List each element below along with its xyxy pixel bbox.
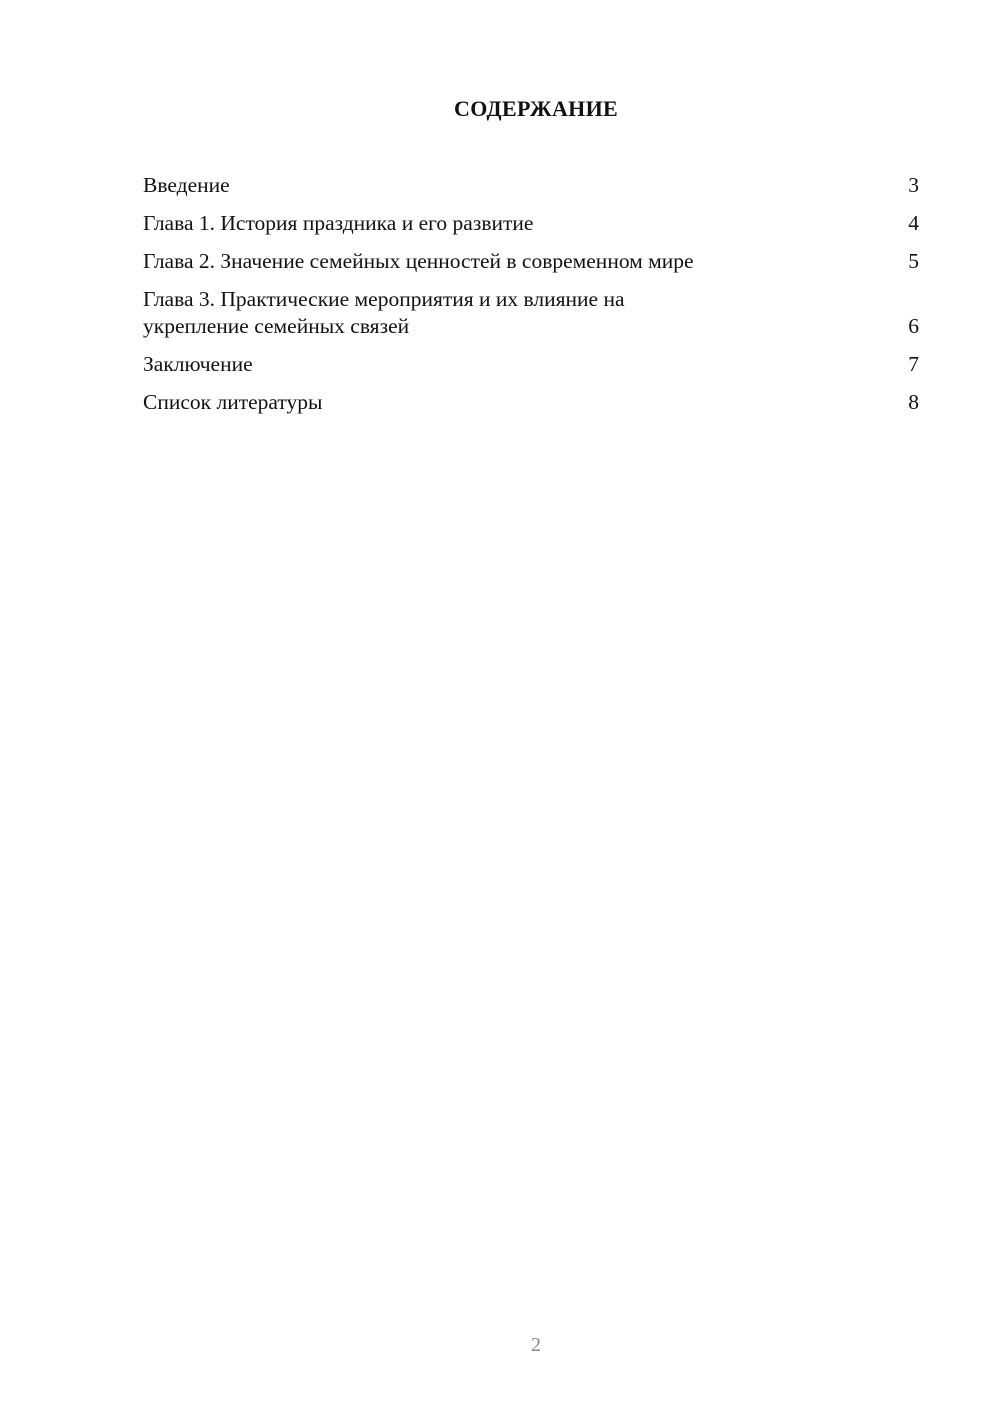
page-number: 2 [531, 1334, 541, 1356]
toc-entry-chapter-2[interactable] [143, 248, 919, 275]
toc-entry-introduction[interactable] [143, 172, 919, 199]
toc-title: СОДЕРЖАНИЕ [454, 96, 618, 121]
toc-entry-page: 7 [908, 352, 919, 376]
toc-entry-page: 4 [908, 211, 919, 235]
toc-entry-bibliography[interactable] [143, 389, 919, 416]
toc-entry-chapter-1[interactable] [143, 210, 919, 237]
toc-entry-label: Заключение [143, 352, 253, 376]
toc-entry-chapter-3[interactable] [143, 286, 919, 340]
toc-list [143, 172, 919, 427]
toc-entry-page: 6 [908, 314, 919, 338]
toc-entry-label: Введение [143, 173, 230, 197]
toc-entry-page: 5 [908, 249, 919, 273]
toc-entry-label: Глава 1. История праздника и его развитие [143, 211, 534, 235]
toc-entry-page: 3 [908, 173, 919, 197]
toc-entry-label: Глава 3. Практические мероприятия и их влияние на укрепление семейных связей [143, 287, 625, 338]
toc-entry-conclusion[interactable] [143, 351, 919, 378]
toc-entry-label: Глава 2. Значение семейных ценностей в современном мире [143, 249, 694, 273]
toc-entry-label: Список литературы [143, 390, 323, 414]
toc-entry-page: 8 [908, 390, 919, 414]
